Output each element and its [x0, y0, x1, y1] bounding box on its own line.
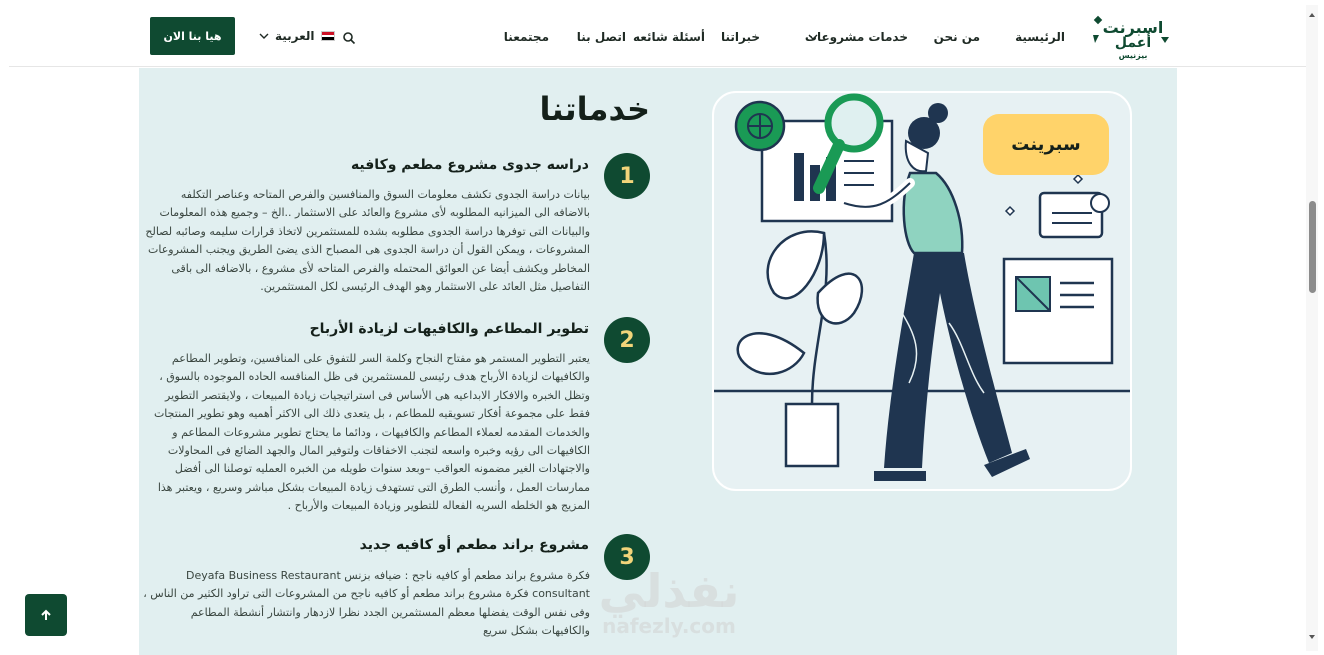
vertical-scrollbar[interactable]: [1306, 5, 1318, 651]
nav-faq[interactable]: أسئلة شائعه: [632, 30, 705, 44]
service-number-badge: 2: [604, 317, 650, 363]
top-navbar: [9, 5, 1306, 67]
logo-graphic: [1089, 15, 1173, 61]
watermark-sub: nafezly.com: [602, 614, 736, 638]
language-selector[interactable]: [259, 26, 335, 46]
back-to-top-button[interactable]: [25, 594, 67, 636]
scroll-down-arrow-icon[interactable]: [1308, 633, 1316, 641]
watermark: [584, 564, 754, 648]
search-icon[interactable]: [342, 31, 356, 45]
service-description: بيانات دراسة الجدوى تكشف معلومات السوق والمنافسين والفرص المتاحه وعناصر التكلفه بالاضافه الى الميزانيه المطلوبه لأى مشروع والعائد على الاستثمار ..الخ – وجميع هذه المعلومات والبيانات التى توفرها دراسة الجدوى مطلوبه بشده للمستثمرين لاتخاذ قرارات سليمه وصائبه لصالح المشروعات ، ويمكن القول أن دراسة الجدوى هى المصباح الذى يضئ الطريق ويجنب المشروعات المخاطر ويكشف أيضا عن العوائق المحتمله والفرص المتاحه لأى مشروع ، بالاضافه الى باقى التفاصيل مثل العائد على الاستثمار وهو الهدف الرئيسى لكل المستثمرين.: [145, 188, 590, 294]
watermark-text: نفذلي: [598, 564, 740, 618]
language-label: العربية: [275, 29, 315, 43]
brand-logo[interactable]: [1089, 15, 1173, 61]
nav-home[interactable]: الرئيسية: [1015, 30, 1065, 44]
scroll-up-arrow-icon[interactable]: [1308, 11, 1316, 19]
sprint-badge: سبرينت: [983, 114, 1109, 175]
service-title: دراسه جدوى مشروع مطعم وكافيه: [350, 157, 589, 173]
nav-services[interactable]: خدمات مشروعات: [804, 30, 908, 44]
get-started-button[interactable]: هيا بنا الان: [150, 17, 235, 55]
nav-contact[interactable]: اتصل بنا: [576, 30, 626, 44]
logo-line3: بيزنيس: [1118, 51, 1148, 60]
service-description: يعتبر التطوير المستمر هو مفتاح النجاح وكلمة السر للتفوق على المنافسين، وتطوير المطاعم والكافيهات لزيادة الأرباح هدف رئيسى للمستثمرين فى ظل المنافسه الحاده الموجوده بالسوق ، وتظل الخبره والافكار الابداعيه هى الأساس فى استراتيجيات زيادة المبيعات ، ولايقتصر التطوير فقط على مجموعة أفكار تسويقيه للمطاعم ، بل يتعدى ذلك الى الاكثر أهميه وهو تطوير المنتجات والخدمات المقدمه لعملاء المطاعم والكافيهات ، ودائما ما يحتاج تطوير مشروعات المطاعم و الكافيهات الى رؤيه وخبره واسعه لتجنب الاخفاقات ولتوفير المال والجهد الضائع فى المحاولات والاجتهادات الغير مضمونه العواقب –وبعد سنوات طويله من الخبره العمليه توصلنا الى أفضل ممارسات العمل ، وأنسب الطرق التى تستهدف زيادة المبيعات بشكل مباشر وسريع ، ويعتبر هذا المزيج هو الخلطه السريه الفعاله للتطوير وزيادة المبيعات والأرباح .: [153, 352, 590, 513]
chevron-down-icon[interactable]: [808, 32, 818, 42]
egypt-flag-icon: [321, 31, 335, 41]
scrollbar-thumb[interactable]: [1309, 201, 1316, 293]
chevron-down-icon: [259, 31, 269, 41]
logo-line1: اسبرنت: [1102, 18, 1164, 37]
arrow-up-icon: [39, 608, 53, 622]
nav-experience[interactable]: خبراتنا: [720, 30, 760, 44]
nav-community[interactable]: مجتمعنا: [503, 30, 549, 44]
service-title: تطوير المطاعم والكافيهات لزيادة الأرباح: [309, 321, 589, 337]
service-number-badge: 1: [604, 153, 650, 199]
service-title: مشروع براند مطعم أو كافيه جديد: [359, 537, 589, 553]
nav-about[interactable]: من نحن: [933, 30, 980, 44]
page-title: خدماتنا: [539, 90, 650, 128]
service-number-badge: 3: [604, 534, 650, 580]
service-description: فكرة مشروع براند مطعم أو كافيه ناجح : ضيافه بزنس Deyafa Business Restaurant consultant فكرة مشروع براند مطعم أو كافيه ناجح من المشروعات التى تراود الكثير من الناس ، وفى نفس الوقت يفضلها معظم المستثمرين الجدد نظرا لازدهار وانتشار أنشطة المطاعم والكافيهات بشكل سريع: [143, 569, 590, 638]
logo-line2: أعمل: [1114, 35, 1152, 51]
hero-illustration: [712, 91, 1132, 491]
